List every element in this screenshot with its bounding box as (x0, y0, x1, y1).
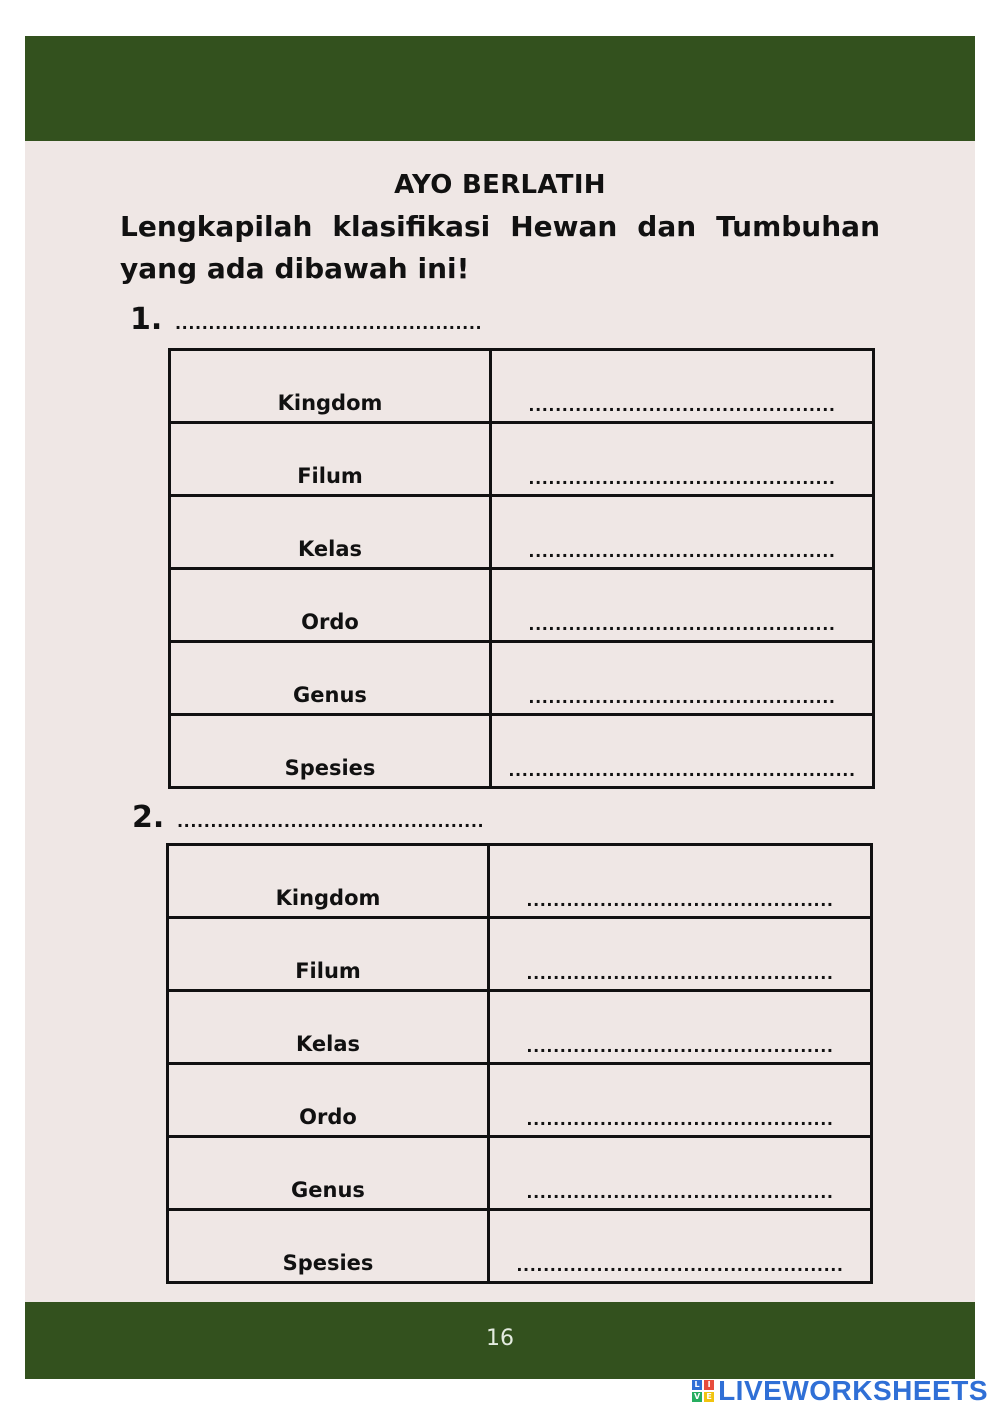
rank-label: Ordo (168, 1064, 489, 1137)
answer-blank[interactable]: .............................................. (491, 350, 874, 423)
footer-band (25, 1302, 975, 1379)
classification-table-1 (168, 348, 875, 789)
rank-label: Ordo (170, 569, 491, 642)
answer-blank[interactable]: .............................................. (489, 1137, 872, 1210)
answer-blank[interactable]: .............................................. (491, 569, 874, 642)
rank-label: Spesies (170, 715, 491, 788)
rank-label: Filum (170, 423, 491, 496)
answer-blank[interactable]: .............................................. (489, 918, 872, 991)
answer-blank[interactable]: .............................................. (491, 423, 874, 496)
table-row (170, 496, 874, 569)
header-band (25, 36, 975, 141)
logo-letter: L (692, 1380, 702, 1390)
rank-label: Kingdom (170, 350, 491, 423)
rank-label: Genus (168, 1137, 489, 1210)
rank-label: Kelas (170, 496, 491, 569)
answer-blank[interactable]: .............................................. (489, 991, 872, 1064)
rank-label: Spesies (168, 1210, 489, 1283)
liveworksheets-watermark (692, 1375, 988, 1407)
answer-blank[interactable]: .............................................. (489, 1064, 872, 1137)
rank-label: Kingdom (168, 845, 489, 918)
page-title: AYO BERLATIH (394, 170, 606, 200)
logo-letter: E (704, 1392, 714, 1402)
instruction-text: Lengkapilah klasifikasi Hewan dan Tumbuhan yang ada dibawah ini! (120, 210, 880, 285)
organism-name-blank[interactable]: .............................................. (175, 314, 483, 333)
worksheet-page (25, 36, 975, 1379)
logo-letter: V (693, 1392, 701, 1401)
answer-blank[interactable]: .............................................. (489, 845, 872, 918)
table-row (170, 569, 874, 642)
rank-label: Genus (170, 642, 491, 715)
question-1 (130, 302, 482, 337)
rank-label: Filum (168, 918, 489, 991)
table-row (168, 1210, 872, 1283)
answer-blank[interactable]: ................................................. (489, 1210, 872, 1283)
table-row (170, 423, 874, 496)
table-row (168, 845, 872, 918)
table-row (168, 1137, 872, 1210)
liveworksheets-logo-icon (692, 1380, 714, 1402)
table-row (168, 918, 872, 991)
question-number: 2. (132, 800, 165, 835)
classification-table-2 (166, 843, 873, 1284)
answer-blank[interactable]: .............................................. (491, 642, 874, 715)
question-2 (132, 800, 484, 835)
answer-blank[interactable]: .................................................... (491, 715, 874, 788)
question-number: 1. (130, 302, 163, 337)
answer-blank[interactable]: .............................................. (491, 496, 874, 569)
table-row (170, 642, 874, 715)
logo-letter: I (704, 1380, 714, 1390)
table-row (168, 991, 872, 1064)
table-row (170, 715, 874, 788)
page-number: 16 (486, 1326, 514, 1351)
table-row (170, 350, 874, 423)
rank-label: Kelas (168, 991, 489, 1064)
watermark-text: LIVEWORKSHEETS (718, 1375, 988, 1406)
table-row (168, 1064, 872, 1137)
organism-name-blank[interactable]: .............................................. (177, 812, 485, 831)
